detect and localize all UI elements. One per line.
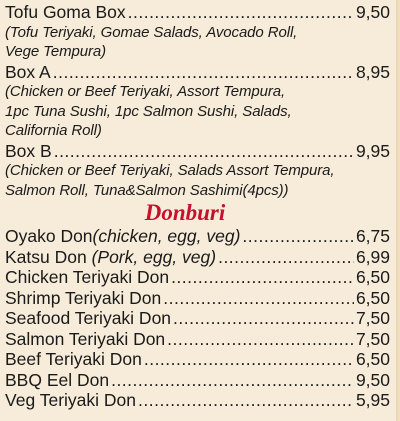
item-price: 6,99 — [355, 246, 390, 267]
menu-item-oyako-don — [5, 226, 390, 247]
dot-leader — [138, 390, 354, 411]
item-price: 8,95 — [355, 61, 390, 82]
item-description — [5, 161, 390, 200]
description-line: 1pc Tuna Sushi, 1pc Salmon Sushi, Salads, — [5, 102, 292, 120]
description-line: California Roll) — [5, 122, 102, 139]
menu-item-shrimp-teriyaki-don — [5, 288, 390, 309]
item-price: 9,95 — [355, 140, 390, 161]
dot-leader — [242, 226, 354, 247]
dot-leader — [218, 247, 354, 268]
menu-item-salmon-teriyaki-don — [5, 329, 390, 350]
item-price: 6,50 — [355, 267, 390, 287]
dot-leader — [53, 62, 354, 83]
item-name: Box A — [5, 61, 51, 82]
dot-leader — [173, 308, 354, 329]
item-note: (chicken, egg, veg) — [92, 226, 241, 246]
menu-item-tofu-goma-box — [5, 2, 390, 23]
item-price: 9,50 — [355, 2, 390, 22]
menu-item-box-b — [5, 141, 390, 162]
item-name: Chicken Teriyaki Don — [5, 267, 170, 287]
menu-item-beef-teriyaki-don — [5, 349, 390, 370]
item-name: Salmon Teriyaki Don — [5, 328, 166, 349]
dot-leader — [111, 370, 354, 391]
menu-page — [5, 2, 390, 411]
section-title-donburi: Donburi — [144, 200, 226, 225]
item-name — [5, 247, 216, 268]
item-name: Box B — [5, 140, 52, 161]
item-price: 6,50 — [355, 349, 390, 369]
item-name: Tofu Goma Box — [5, 2, 126, 22]
page-edge — [396, 0, 400, 421]
menu-item-veg-teriyaki-don — [5, 390, 390, 411]
menu-item-bbq-eel-don — [5, 370, 390, 391]
dot-leader — [144, 349, 354, 370]
dot-leader — [128, 2, 354, 23]
item-name: BBQ Eel Don — [5, 369, 110, 390]
item-price: 6,50 — [355, 287, 390, 308]
item-price: 7,50 — [355, 328, 390, 349]
item-name: Shrimp Teriyaki Don — [5, 287, 162, 308]
donburi-list — [5, 226, 390, 411]
item-description — [5, 82, 390, 141]
item-description — [5, 23, 390, 62]
item-name-text: Katsu Don — [5, 246, 92, 267]
item-note: (Pork, egg, veg) — [91, 246, 217, 267]
item-price: 7,50 — [355, 308, 390, 328]
item-name-text: Oyako Don — [5, 226, 93, 246]
item-name: Veg Teriyaki Don — [5, 390, 137, 410]
item-price: 5,95 — [355, 390, 390, 410]
description-line: (Tofu Teriyaki, Gomae Salads, Avocado Roll, — [5, 23, 298, 41]
description-line: (Chicken or Beef Teriyaki, Salads Assort Tempura, — [5, 162, 335, 179]
description-line: (Chicken or Beef Teriyaki, Assort Tempura, — [5, 83, 286, 100]
description-line: Salmon Roll, Tuna&Salmon Sashimi(4pcs)) — [5, 181, 289, 199]
item-name — [5, 226, 240, 247]
item-name: Seafood Teriyaki Don — [5, 308, 172, 328]
dot-leader — [167, 329, 354, 350]
item-name: Beef Teriyaki Don — [5, 349, 142, 369]
item-price: 9,50 — [355, 369, 390, 390]
item-price: 6,75 — [355, 226, 390, 246]
menu-item-box-a — [5, 62, 390, 83]
description-line: Vege Tempura) — [5, 43, 106, 60]
dot-leader — [171, 267, 354, 288]
menu-item-seafood-teriyaki-don — [5, 308, 390, 329]
dot-leader — [54, 141, 354, 162]
menu-item-chicken-teriyaki-don — [5, 267, 390, 288]
menu-item-katsu-don — [5, 247, 390, 268]
dot-leader — [163, 288, 354, 309]
